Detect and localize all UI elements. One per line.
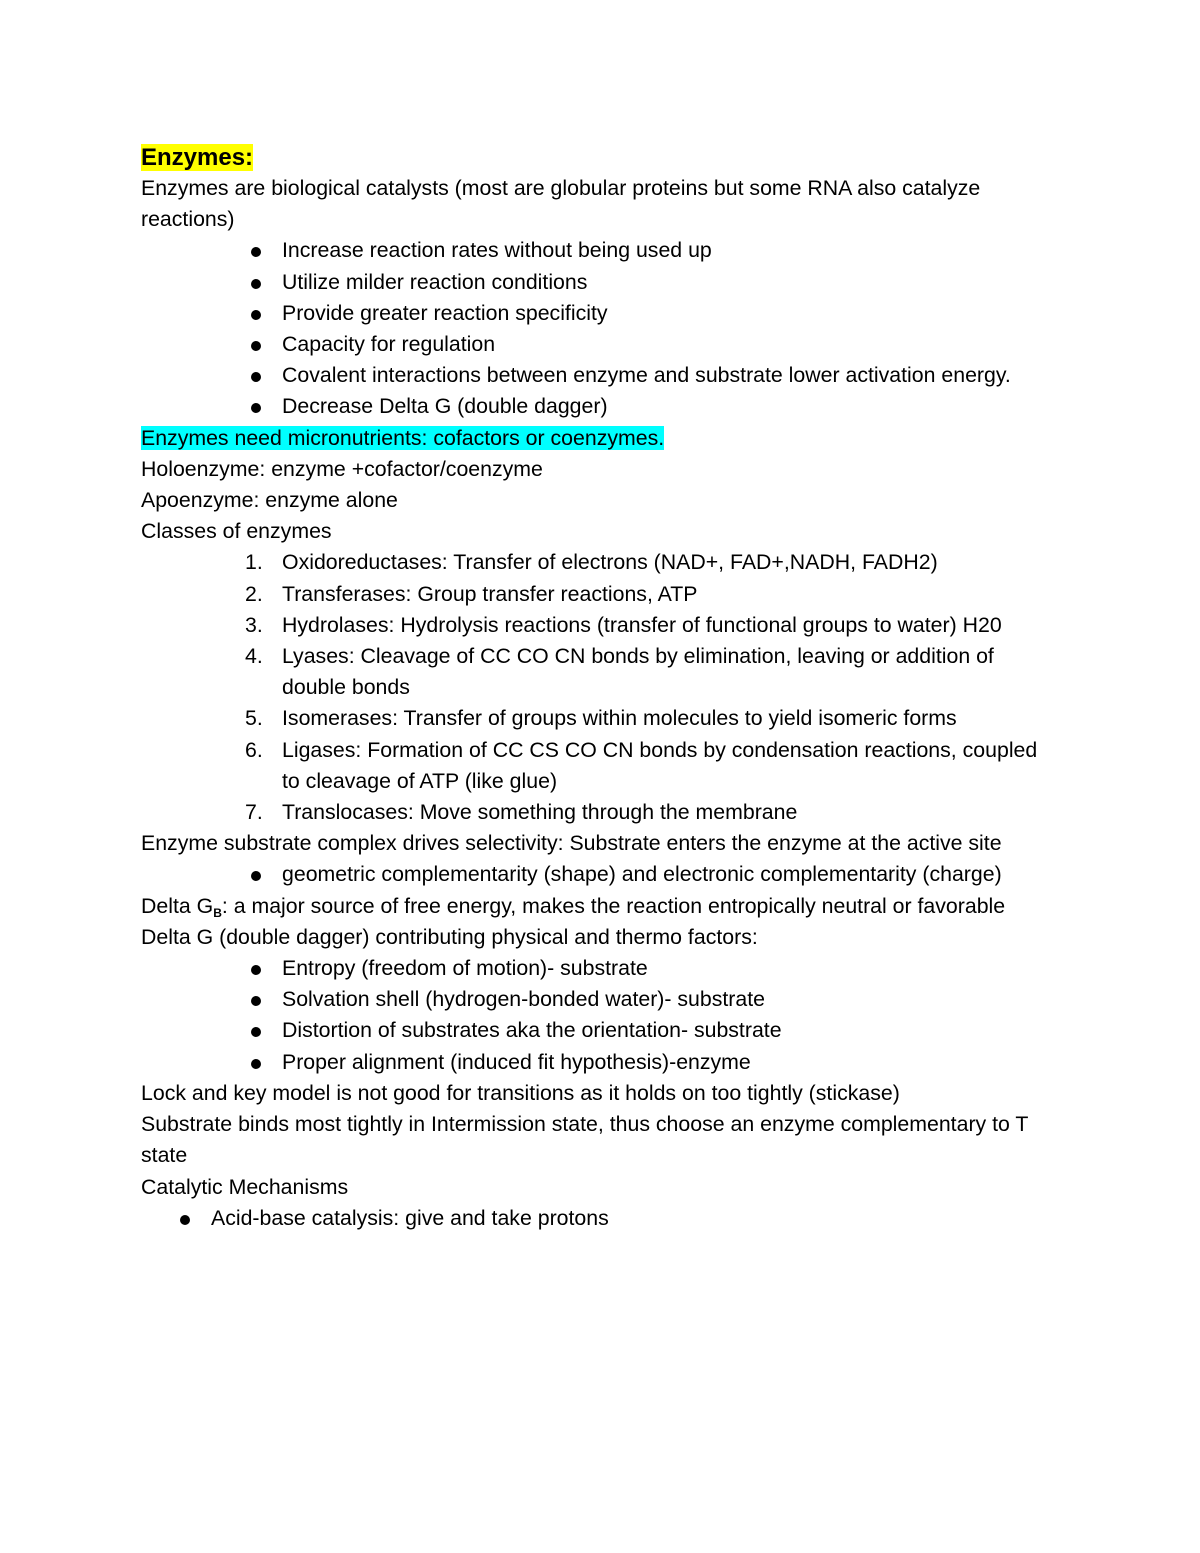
list-item-text: geometric complementarity (shape) and electronic complementarity (charge)	[282, 862, 1002, 887]
title-text: Enzymes:	[141, 144, 254, 171]
list-item	[141, 235, 1060, 266]
list-item	[141, 735, 1060, 797]
bullet-icon	[251, 1027, 261, 1037]
list-item-text: Lyases: Cleavage of CC CO CN bonds by elimination, leaving or addition of double bonds	[282, 644, 994, 700]
bullet-icon	[251, 965, 261, 975]
list-item	[141, 579, 1060, 610]
factors-list	[141, 953, 1060, 1078]
page-title	[141, 141, 1060, 174]
bullet-icon	[251, 871, 261, 881]
enzyme-properties-list	[141, 235, 1060, 422]
bullet-icon	[251, 279, 261, 289]
list-item	[141, 703, 1060, 734]
list-item	[141, 953, 1060, 984]
list-item-text: Decrease Delta G (double dagger)	[282, 394, 608, 419]
list-item	[141, 859, 1060, 890]
list-item	[141, 1203, 1060, 1234]
list-item-text: Solvation shell (hydrogen-bonded water)- substrate	[282, 987, 765, 1012]
list-item-text: Proper alignment (induced fit hypothesis)-enzyme	[282, 1049, 751, 1074]
intro-paragraph: Enzymes are biological catalysts (most are globular proteins but some RNA also catalyze reactions)	[141, 176, 981, 232]
list-item	[141, 547, 1060, 578]
list-number: 1.	[245, 550, 263, 575]
delta-gb-subscript: B	[213, 905, 222, 920]
bullet-icon	[251, 247, 261, 257]
list-item	[141, 641, 1060, 703]
delta-gb-prefix: Delta G	[141, 893, 214, 918]
list-item-text: Utilize milder reaction conditions	[282, 269, 588, 294]
bullet-icon	[251, 996, 261, 1006]
list-item	[141, 1015, 1060, 1046]
list-item-text: Acid-base catalysis: give and take protons	[211, 1205, 609, 1230]
list-item	[141, 797, 1060, 828]
substrate-binds-paragraph: Substrate binds most tightly in Intermission state, thus choose an enzyme complementary to T state	[141, 1112, 1029, 1168]
complex-paragraph: Enzyme substrate complex drives selectivity: Substrate enters the enzyme at the active site	[141, 831, 1002, 856]
list-number: 5.	[245, 706, 263, 731]
bullet-icon	[251, 310, 261, 320]
micronutrients-line	[141, 423, 1060, 454]
list-item-text: Translocases: Move something through the membrane	[282, 800, 798, 825]
micronutrients-text: Enzymes need micronutrients: cofactors or coenzymes.	[141, 425, 665, 450]
bullet-icon	[251, 1059, 261, 1069]
list-item	[141, 360, 1060, 391]
holoenzyme-line: Holoenzyme: enzyme +cofactor/coenzyme	[141, 456, 543, 481]
list-item	[141, 391, 1060, 422]
list-number: 4.	[245, 644, 263, 669]
catalytic-heading: Catalytic Mechanisms	[141, 1174, 349, 1199]
list-item-text: Hydrolases: Hydrolysis reactions (transfer of functional groups to water) H20	[282, 612, 1002, 637]
lock-key-paragraph: Lock and key model is not good for transitions as it holds on too tightly (stickase)	[141, 1080, 900, 1105]
list-item	[141, 1047, 1060, 1078]
classes-heading: Classes of enzymes	[141, 519, 332, 544]
list-item-text: Oxidoreductases: Transfer of electrons (NAD+, FAD+,NADH, FADH2)	[282, 550, 938, 575]
bullet-icon	[251, 372, 261, 382]
list-item-text: Provide greater reaction specificity	[282, 300, 608, 325]
list-item-text: Ligases: Formation of CC CS CO CN bonds by condensation reactions, coupled to cleavage of ATP (like glue)	[282, 737, 1038, 793]
list-item-text: Entropy (freedom of motion)- substrate	[282, 956, 648, 981]
list-item	[141, 610, 1060, 641]
list-item-text: Covalent interactions between enzyme and substrate lower activation energy.	[282, 363, 1011, 388]
complementarity-list	[141, 859, 1060, 890]
delta-g-heading: Delta G (double dagger) contributing physical and thermo factors:	[141, 924, 758, 949]
list-item-text: Distortion of substrates aka the orientation- substrate	[282, 1018, 782, 1043]
delta-gb-suffix: : a major source of free energy, makes the reaction entropically neutral or favorable	[221, 893, 1006, 918]
mechanisms-list	[141, 1203, 1060, 1234]
list-item-text: Capacity for regulation	[282, 332, 496, 357]
list-item-text: Transferases: Group transfer reactions, ATP	[282, 581, 698, 606]
apoenzyme-line: Apoenzyme: enzyme alone	[141, 488, 398, 513]
list-number: 3.	[245, 612, 263, 637]
list-number: 7.	[245, 800, 263, 825]
list-item	[141, 267, 1060, 298]
list-number: 2.	[245, 581, 263, 606]
list-item-text: Increase reaction rates without being used up	[282, 238, 712, 263]
delta-gb-paragraph	[141, 891, 1060, 922]
list-item	[141, 298, 1060, 329]
bullet-icon	[251, 403, 261, 413]
list-number: 6.	[245, 737, 263, 762]
bullet-icon	[180, 1215, 190, 1225]
list-item	[141, 329, 1060, 360]
list-item	[141, 984, 1060, 1015]
enzyme-classes-list	[141, 547, 1060, 828]
list-item-text: Isomerases: Transfer of groups within molecules to yield isomeric forms	[282, 706, 957, 731]
bullet-icon	[251, 341, 261, 351]
